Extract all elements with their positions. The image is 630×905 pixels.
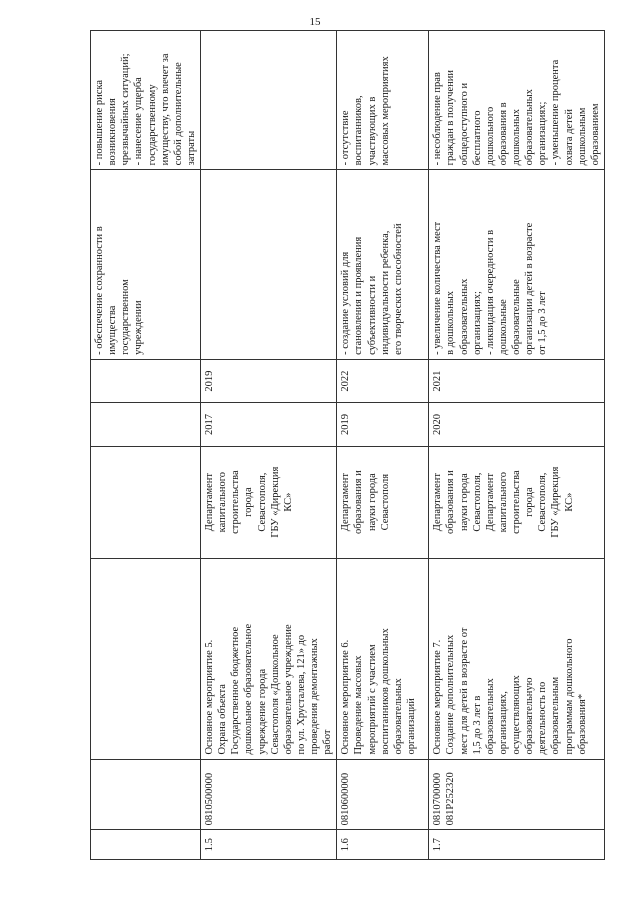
executor-line: образования и [445, 470, 457, 534]
measure-name-line: по ул. Хрусталева, 121» до [295, 634, 307, 755]
executor-line: ГБУ «Дирекция [269, 466, 281, 538]
measure-name-line: Севастополя «Дошкольное [269, 634, 281, 755]
start-year: 2020 [429, 403, 605, 446]
expected-result-line: - создание условий для [340, 251, 352, 355]
risk-consequence-line: дошкольного [484, 106, 496, 166]
expected-result-line: учреждении [133, 300, 145, 355]
budget-code: 0810600000 [337, 759, 429, 830]
budget-code: 0810500000 [201, 759, 337, 830]
expected-result-line: дошкольные [497, 299, 509, 355]
risk-consequence-line: охвата детей [563, 109, 575, 166]
measure-name-line: осуществляющих [511, 675, 522, 755]
measure-name-line: Основное мероприятие 7. [432, 639, 444, 755]
risk-consequence-line: дошкольных [511, 109, 522, 166]
measure-name [91, 558, 201, 759]
risk-consequence-line: воспитанников, [353, 95, 365, 166]
measure-name-line: образования* [576, 693, 588, 755]
measure-name-line: программам дошкольного [563, 638, 575, 755]
risk-consequence [337, 31, 429, 170]
measure-name-line: Основное мероприятие 5. [204, 639, 215, 755]
measure-name-line: Охрана объекта [217, 684, 229, 755]
measure-name [201, 558, 337, 759]
risk-consequence-line: бесплатного [471, 110, 483, 166]
risk-consequence-line: имуществу, что влечет за [159, 53, 171, 166]
executor-line: капитального [217, 471, 229, 533]
executor-line: ГБУ «Дирекция [550, 466, 562, 538]
end-year: 2021 [429, 359, 605, 402]
executor-line: Департамент [204, 473, 215, 532]
measure-name-line: образовательную [524, 677, 536, 755]
measure-name-line: деятельность по [537, 681, 549, 755]
row-number: 1.5 [201, 830, 337, 860]
executor [201, 446, 337, 558]
measure-name-line: учреждение города [256, 668, 268, 755]
risk-consequence [91, 31, 201, 170]
expected-result-line: его творческих способностей [392, 223, 404, 355]
budget-code [91, 759, 201, 830]
table-row [337, 31, 429, 860]
executor-line: Севастополя, [471, 472, 483, 532]
executor [429, 446, 605, 558]
expected-result-line: образовательных [458, 278, 470, 355]
executor-line: строительства [230, 470, 242, 534]
executor-line: капитального [497, 471, 509, 533]
executor-line: науки города [458, 473, 470, 532]
risk-consequence-line: - уменьшение процента [550, 59, 562, 166]
measure-name-line: организациях, [497, 691, 509, 755]
executor-line: образования и [353, 470, 365, 534]
risk-consequence-line: массовых мероприятиях [379, 56, 391, 166]
start-year: 2019 [337, 403, 429, 446]
executor-line: Севастополя, [256, 472, 268, 532]
row-number: 1.7 [429, 830, 605, 860]
expected-result [201, 170, 337, 360]
risk-consequence-line: дошкольным [576, 107, 588, 166]
expected-result-line: - увеличение количества мест [432, 221, 444, 355]
expected-result-line: образовательные [511, 279, 522, 355]
measure-name-line: образовательных [484, 678, 496, 755]
executor-line: Севастополя [379, 473, 391, 531]
expected-result-line: - обеспечение сохранности в [94, 226, 105, 355]
page-number: 15 [309, 16, 321, 28]
executor-line: Департамент [484, 473, 496, 532]
measure-name-line: образовательных [392, 678, 404, 755]
risk-consequence-line: - нанесение ущерба [133, 77, 145, 166]
expected-result [91, 170, 201, 360]
risk-consequence [201, 31, 337, 170]
expected-result-line: индивидуальности ребенка, [379, 230, 391, 355]
executor [91, 446, 201, 558]
row-number [91, 830, 201, 860]
expected-result-line: организациях; [471, 291, 483, 355]
risk-consequence-line: возникновения [107, 98, 119, 166]
budget-code: 0810700000 081P252320 [429, 759, 605, 830]
risk-consequence [429, 31, 605, 170]
executor-line: города [524, 487, 536, 517]
start-year [91, 403, 201, 446]
end-year: 2022 [337, 359, 429, 402]
start-year: 2017 [201, 403, 337, 446]
risk-consequence-line: граждан в получении [445, 70, 457, 166]
measure-name-line: образовательное учреждение [282, 624, 294, 755]
expected-result [337, 170, 429, 360]
risk-consequence-line: чрезвычайных ситуаций; [120, 53, 132, 166]
measure-name-line: мероприятий с участием [366, 644, 378, 755]
executor-line: Департамент [340, 473, 352, 532]
executor-line: КС» [563, 492, 575, 512]
executor-line: КС» [282, 492, 294, 512]
executor-line: Департамент [432, 473, 444, 532]
measure-name [337, 558, 429, 759]
expected-result-line: организации детей в возрасте [524, 222, 536, 355]
measure-name-line: работ [322, 729, 334, 755]
measure-name [429, 558, 605, 759]
measure-name-line: проведения демонтажных [309, 638, 320, 755]
measure-name-line: организаций [405, 698, 417, 755]
expected-result-line: - ликвидация очередности в [484, 229, 496, 355]
row-number: 1.6 [337, 830, 429, 860]
risk-consequence-line: затраты [185, 130, 197, 166]
measure-name-line: Основное мероприятие 6. [340, 639, 352, 755]
rotated-table-wrapper [90, 30, 601, 860]
risk-consequence-line: - отсутствие [340, 110, 352, 166]
risk-consequence-line: образовательных [524, 89, 536, 166]
measure-name-line: воспитанников дошкольных [379, 628, 391, 755]
expected-result [429, 170, 605, 360]
measure-name-line: дошкольное образовательное [243, 623, 255, 755]
measure-name-line: Государственное бюджетное [230, 626, 242, 755]
risk-consequence-line: организациях; [537, 101, 549, 166]
risk-consequence-line: государственному [146, 84, 158, 166]
end-year [91, 359, 201, 402]
measure-name-line: Проведение массовых [353, 655, 365, 755]
measure-name-line: Создание дополнительных [445, 634, 457, 755]
expected-result-line: имущества [107, 305, 119, 355]
risk-consequence-line: - несоблюдение прав [432, 72, 444, 166]
measure-name-line: образовательным [550, 676, 562, 755]
expected-result-line: в дошкольных [445, 290, 457, 355]
risk-consequence-line: образованием [589, 103, 601, 166]
measure-name-line: мест для детей в возрасте от [458, 627, 470, 755]
risk-consequence-line: образования в [497, 102, 509, 166]
table-row [91, 31, 201, 860]
risk-consequence-line: собой дополнительные [172, 62, 184, 166]
table-row [201, 31, 337, 860]
risk-consequence-line: участвующих в [366, 96, 378, 166]
expected-result-line: становления и проявления [353, 236, 365, 355]
table-row [429, 31, 605, 860]
end-year: 2019 [201, 359, 337, 402]
expected-result-line: от 1,5 до 3 лет [537, 291, 549, 355]
risk-consequence-line: - повышение риска [94, 79, 105, 166]
measure-name-line: 1,5 до 3 лет в [471, 695, 483, 755]
expected-result-line: субъективности и [366, 275, 378, 355]
program-measures-table [90, 30, 605, 860]
expected-result-line: государственном [120, 279, 132, 355]
risk-consequence-line: общедоступного и [458, 82, 470, 166]
executor-line: строительства [511, 470, 522, 534]
executor-line: города [243, 487, 255, 517]
executor-line: науки города [366, 473, 378, 532]
executor-line: Севастополя, [537, 472, 549, 532]
executor [337, 446, 429, 558]
